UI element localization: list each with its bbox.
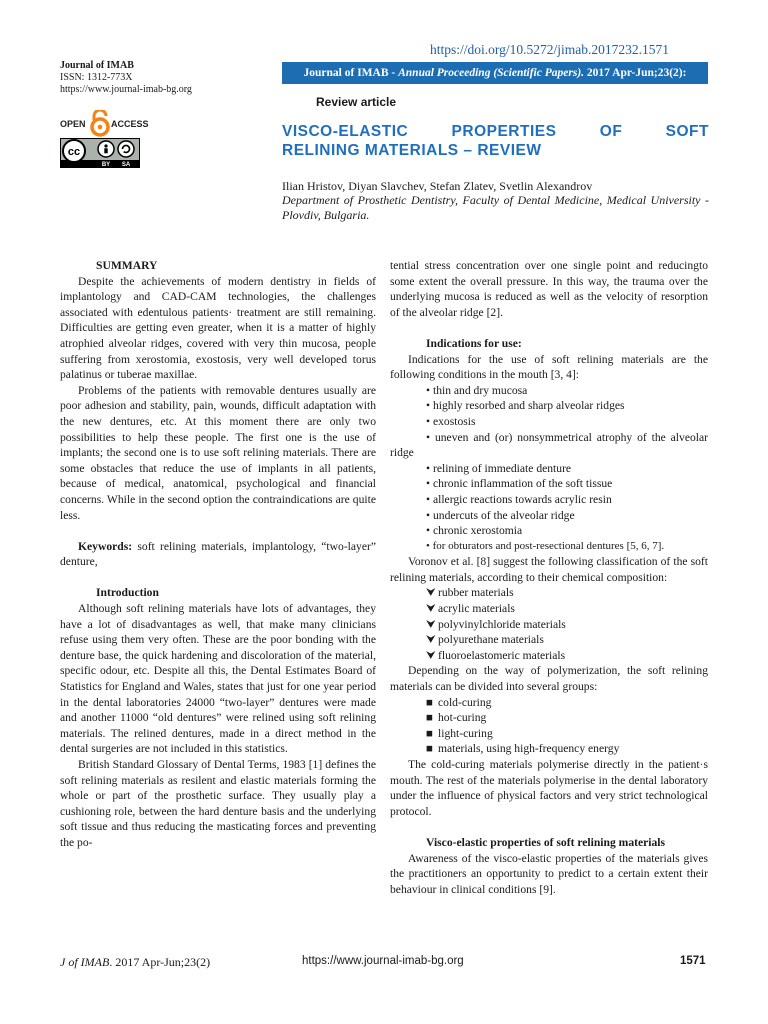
banner-journal: Journal of IMAB	[303, 67, 389, 79]
list-item: ■ materials, using high-frequency energy	[426, 742, 620, 756]
open-lock-icon	[92, 110, 108, 135]
authors: Ilian Hristov, Diyan Slavchev, Stefan Zlatev, Svetlin Alexandrov	[282, 179, 593, 193]
title-word: PROPERTIES	[451, 123, 557, 140]
open-access-logo	[60, 110, 160, 138]
footer-journal: J of IMAB	[60, 955, 110, 969]
title-word: SOFT	[665, 123, 709, 140]
list-item: ⮟ acrylic materials	[426, 602, 515, 616]
article-title	[282, 122, 709, 160]
bullet-icon: •	[426, 414, 431, 428]
keywords-text: soft relining materials, implantology, “two-layer” denture,	[60, 539, 376, 569]
voronov-paragraph: Voronov et al. [8] suggest the following classification of the soft relining materials, according to their chemical composition:	[390, 555, 708, 584]
journal-issn: ISSN: 1312-773X	[60, 72, 133, 83]
list-item: ⮟ polyvinylchloride materials	[426, 617, 566, 631]
banner-issue: 2017 Apr-Jun;23(2):	[584, 67, 687, 79]
right-column	[390, 258, 708, 897]
journal-name: Journal of IMAB	[60, 60, 134, 71]
cold-curing-paragraph: The cold-curing materials polymerise directly in the patient·s mouth. The rest of the materials polymerise in the dental laboratory under the influence of physical factors and very strict technological protocol.	[390, 758, 708, 818]
bullet-icon: •	[426, 539, 430, 552]
doi-link[interactable]: https://doi.org/10.5272/jimab.2017232.1571	[430, 42, 670, 57]
sa-icon	[118, 141, 134, 157]
list-item: • allergic reactions towards acrylic resin	[426, 492, 612, 506]
continued-paragraph: tential stress concentration over one single point and reducingto some extent the overall pressure. In this way, the trauma over the underlying mucosa is reduced as well as the velocity of resorption of the alveolar ridge [2].	[390, 259, 708, 319]
intro-paragraph: Although soft relining materials have lots of advantages, they have a lot of disadvantages as well, that make many clinicians refuse using them very often. These are the poor bonding with the denture base, the quick hardening and discoloration of the material, specific odour, etc. Despite all this, the Dental Estimates Board of Statistics for England and Wales, states that just for one year period in the dental laboratories 24000 “two-layer” dentures were made and another 11000 “old dentures” were relined using soft relining materials. The relined dentures, made in a direct method in the dental surgeries are not included in this statistics.	[60, 602, 376, 756]
bullet-icon: •	[426, 524, 431, 538]
list-item: • chronic xerostomia	[426, 524, 523, 538]
title-word: VISCO-ELASTIC	[282, 123, 409, 140]
page-number: 1571	[680, 955, 706, 967]
intro-heading: Introduction	[96, 586, 159, 600]
bullet-icon: •	[426, 477, 431, 491]
journal-info	[60, 60, 192, 96]
square-bullet-icon: ■	[426, 742, 434, 756]
chevron-down-icon: ⮟	[426, 648, 436, 662]
list-item: ■ cold-curing	[426, 695, 492, 709]
list-item: ⮟ rubber materials	[426, 586, 514, 600]
affiliation: Department of Prosthetic Dentistry, Faculty of Dental Medicine, Medical University - Plovdiv, Bulgaria.	[282, 193, 709, 222]
bullet-icon: •	[426, 383, 431, 397]
bullet-icon: •	[426, 508, 431, 522]
banner-sep: -	[388, 67, 399, 79]
title-word: OF	[599, 123, 623, 140]
cc-label: cc	[67, 146, 81, 158]
journal-url[interactable]: https://www.journal-imab-bg.org	[60, 84, 192, 95]
chevron-down-icon: ⮟	[426, 617, 436, 631]
banner-series: Annual Proceeding (Scientific Papers).	[398, 67, 585, 79]
square-bullet-icon: ■	[426, 711, 434, 725]
bullet-icon: •	[426, 430, 431, 444]
summary-paragraph: Problems of the patients with removable dentures usually are poor adhesion and stability, pain, wounds, difficult adaptation with the new dentures, etc. At this moment there are only two possibilities to help these people. The first one is the use of implants; the second one is to use soft relining materials. There are some obstacles that reduce the use of implants in all patients, because of medical, anatomical, psychological and financial concerns. While in the second option the contraindications are quite less.	[60, 383, 376, 522]
footer-issue: . 2017 Apr-Jun;23(2)	[109, 955, 211, 969]
summary-heading: SUMMARY	[96, 259, 158, 272]
list-item: • undercuts of the alveolar ridge	[426, 508, 575, 522]
journal-banner	[282, 62, 708, 84]
bullet-icon: •	[426, 492, 431, 506]
list-item: ■ light-curing	[426, 726, 493, 740]
chevron-down-icon: ⮟	[426, 586, 436, 600]
visco-heading: Visco-elastic properties of soft relining materials	[426, 835, 666, 849]
by-label: BY	[101, 162, 111, 168]
list-item: ⮟ polyurethane materials	[426, 633, 544, 647]
left-column	[60, 258, 376, 851]
chevron-down-icon: ⮟	[426, 602, 436, 616]
bullet-icon: •	[426, 461, 431, 475]
list-item: ■ hot-curing	[426, 711, 487, 725]
list-item: • highly resorbed and sharp alveolar ridges	[426, 399, 625, 413]
list-item: • exostosis	[426, 414, 476, 428]
list-item: ⮟ fluoroelastomeric materials	[426, 648, 566, 662]
access-label: ACCESS	[111, 119, 149, 129]
indications-heading: Indications for use:	[426, 336, 522, 350]
square-bullet-icon: ■	[426, 695, 434, 709]
open-label: OPEN	[60, 119, 86, 129]
summary-paragraph: Despite the achievements of modern dentistry in fields of implantology and CAD-CAM technologies, the challenges associated with edentulous patients· treatment are still remaining. Difficulties are getting even greater, when it is a matter of highly atrophied alveolar ridges, covered with very thin mucosa, people suffering from xerostomia, exostosis, very well developed torus palatinus or tuberae maxillae.	[60, 274, 376, 382]
list-item: • thin and dry mucosa	[426, 383, 528, 397]
cc-license-badge[interactable]	[60, 138, 140, 168]
article-type: Review article	[316, 95, 397, 109]
keywords	[60, 539, 376, 570]
list-item: • chronic inflammation of the soft tissue	[426, 477, 613, 491]
chevron-down-icon: ⮟	[426, 633, 436, 647]
square-bullet-icon: ■	[426, 726, 434, 740]
polymerization-paragraph: Depending on the way of polymerization, the soft relining materials can be divided into several groups:	[390, 664, 708, 694]
list-item: • uneven and (or) nonsymmetrical atrophy of the alveolar ridge	[390, 430, 708, 460]
bullet-icon: •	[426, 399, 431, 413]
intro-paragraph: British Standard Glossary of Dental Terms, 1983 [1] defines the soft relining materials as resilent and elastic materials forming the whole or part of the prosthetic surface. They usually play a cushioning role, between the hard denture basis and the underlying soft tissue and thus reducing the masticating forces and preventing the po-	[60, 758, 376, 849]
title-line-1	[282, 122, 709, 141]
keywords-label: Keywords:	[78, 539, 133, 553]
list-item: • relining of immediate denture	[426, 461, 572, 475]
title-line-2: RELINING MATERIALS – REVIEW	[282, 142, 542, 159]
sa-label: SA	[121, 162, 131, 168]
footer-url[interactable]: https://www.journal-imab-bg.org	[302, 955, 464, 967]
visco-paragraph: Awareness of the visco-elastic properties of the materials gives the practitioners an opportunity to predict to a certain extent their behaviour in clinical conditions [9].	[390, 851, 708, 896]
list-item: • for obturators and post-resectional dentures [5, 6, 7].	[426, 539, 665, 552]
footer-citation	[60, 955, 210, 970]
indications-intro: Indications for the use of soft relining materials are the following conditions in the mouth [3, 4]:	[390, 352, 708, 382]
